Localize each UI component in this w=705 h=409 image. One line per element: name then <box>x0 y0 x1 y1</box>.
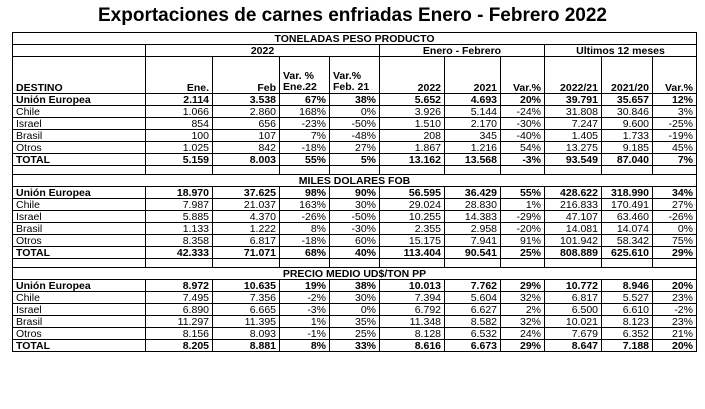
row-destino: Brasil <box>13 223 146 235</box>
total-v1: 29% <box>501 340 545 352</box>
cell-v1: 1% <box>501 199 545 211</box>
cell-b21: 30.846 <box>602 106 653 118</box>
spacer-cell <box>213 259 280 268</box>
cell-a22: 3.926 <box>380 106 445 118</box>
cell-vene: 163% <box>280 199 330 211</box>
total-b22: 93.549 <box>545 154 602 166</box>
cell-a22: 5.652 <box>380 94 445 106</box>
total-feb: 71.071 <box>213 247 280 259</box>
spacer-cell <box>380 166 445 175</box>
cell-b21: 6.610 <box>602 304 653 316</box>
row-destino: Unión Europea <box>13 94 146 106</box>
total-v2: 29% <box>653 247 697 259</box>
cell-vfeb: 25% <box>330 328 380 340</box>
cell-v2: -25% <box>653 118 697 130</box>
total-v1: -3% <box>501 154 545 166</box>
cell-b21: 14.074 <box>602 223 653 235</box>
cell-vfeb: 38% <box>330 280 380 292</box>
spacer-cell <box>13 166 146 175</box>
col-2022: 2022 <box>380 57 445 94</box>
cell-a21: 6.627 <box>445 304 501 316</box>
cell-v1: -20% <box>501 223 545 235</box>
cell-a21: 345 <box>445 130 501 142</box>
total-vfeb: 5% <box>330 154 380 166</box>
cell-b22: 10.021 <box>545 316 602 328</box>
cell-ene: 2.114 <box>146 94 213 106</box>
cell-b22: 7.247 <box>545 118 602 130</box>
total-vene: 68% <box>280 247 330 259</box>
total-a21: 6.673 <box>445 340 501 352</box>
table-row <box>13 106 697 118</box>
total-label: TOTAL <box>13 340 146 352</box>
section-header <box>13 33 697 45</box>
cell-feb: 6.665 <box>213 304 280 316</box>
spacer-cell <box>380 259 445 268</box>
col-var-ene-line1: Var. % <box>283 70 314 82</box>
cell-v1: 91% <box>501 235 545 247</box>
cell-ene: 8.156 <box>146 328 213 340</box>
row-destino: Israel <box>13 211 146 223</box>
cell-v2: 20% <box>653 280 697 292</box>
cell-feb: 8.093 <box>213 328 280 340</box>
cell-a21: 4.693 <box>445 94 501 106</box>
page-title: Exportaciones de carnes enfriadas Enero - Febrero 2022 <box>98 5 607 26</box>
total-ene: 5.159 <box>146 154 213 166</box>
cell-vene: 98% <box>280 187 330 199</box>
spacer-cell <box>13 259 146 268</box>
cell-vfeb: -48% <box>330 130 380 142</box>
cell-v2: 0% <box>653 223 697 235</box>
cell-v2: 34% <box>653 187 697 199</box>
cell-a22: 8.128 <box>380 328 445 340</box>
cell-a21: 8.582 <box>445 316 501 328</box>
cell-v1: 55% <box>501 187 545 199</box>
col-var-feb-line2: Feb. 21 <box>333 81 370 93</box>
cell-vene: 19% <box>280 280 330 292</box>
row-destino: Otros <box>13 235 146 247</box>
total-v1: 25% <box>501 247 545 259</box>
cell-a22: 10.255 <box>380 211 445 223</box>
table-row <box>13 223 697 235</box>
total-feb: 8.003 <box>213 154 280 166</box>
spacer-cell <box>280 259 330 268</box>
cell-v1: 32% <box>501 316 545 328</box>
cell-v1: -24% <box>501 106 545 118</box>
spacer-cell <box>653 259 697 268</box>
cell-ene: 1.133 <box>146 223 213 235</box>
cell-feb: 842 <box>213 142 280 154</box>
table-row <box>13 304 697 316</box>
total-vfeb: 40% <box>330 247 380 259</box>
spacer-cell <box>146 166 213 175</box>
total-label: TOTAL <box>13 247 146 259</box>
table-row <box>13 316 697 328</box>
spacer-cell <box>445 166 501 175</box>
cell-a21: 5.144 <box>445 106 501 118</box>
exports-table <box>12 32 697 352</box>
cell-vfeb: 35% <box>330 316 380 328</box>
cell-feb: 1.222 <box>213 223 280 235</box>
table-row <box>13 118 697 130</box>
cell-v2: -19% <box>653 130 697 142</box>
cell-vfeb: 27% <box>330 142 380 154</box>
cell-a22: 208 <box>380 130 445 142</box>
table-row <box>13 142 697 154</box>
section-header <box>13 268 697 280</box>
cell-a21: 1.216 <box>445 142 501 154</box>
cell-vfeb: 90% <box>330 187 380 199</box>
cell-vene: -3% <box>280 304 330 316</box>
cell-b21: 8.946 <box>602 280 653 292</box>
cell-ene: 7.987 <box>146 199 213 211</box>
spacer-cell <box>213 166 280 175</box>
spacer-cell <box>330 166 380 175</box>
cell-vene: -18% <box>280 142 330 154</box>
spacer-cell <box>330 259 380 268</box>
total-row <box>13 154 697 166</box>
cell-v2: 12% <box>653 94 697 106</box>
section-title: MILES DOLARES FOB <box>13 175 697 187</box>
row-destino: Israel <box>13 118 146 130</box>
spacer-cell <box>545 259 602 268</box>
cell-v2: 23% <box>653 316 697 328</box>
cell-b21: 8.123 <box>602 316 653 328</box>
cell-vene: 168% <box>280 106 330 118</box>
cell-b22: 13.275 <box>545 142 602 154</box>
cell-vene: 7% <box>280 130 330 142</box>
cell-feb: 2.860 <box>213 106 280 118</box>
cell-a22: 11.348 <box>380 316 445 328</box>
spacer-cell <box>146 259 213 268</box>
total-a21: 13.568 <box>445 154 501 166</box>
cell-ene: 1.025 <box>146 142 213 154</box>
col-2022-21: 2022/21 <box>545 57 602 94</box>
cell-a22: 6.792 <box>380 304 445 316</box>
total-feb: 8.881 <box>213 340 280 352</box>
cell-vfeb: 0% <box>330 106 380 118</box>
cell-b22: 1.405 <box>545 130 602 142</box>
section-header <box>13 175 697 187</box>
cell-ene: 6.890 <box>146 304 213 316</box>
spacer-cell <box>501 259 545 268</box>
cell-feb: 4.370 <box>213 211 280 223</box>
cell-feb: 10.635 <box>213 280 280 292</box>
row-destino: Chile <box>13 199 146 211</box>
group-year: 2022 <box>146 45 380 57</box>
cell-b22: 101.942 <box>545 235 602 247</box>
cell-b21: 6.352 <box>602 328 653 340</box>
cell-a21: 5.604 <box>445 292 501 304</box>
total-a22: 13.162 <box>380 154 445 166</box>
cell-v1: 29% <box>501 280 545 292</box>
total-a21: 90.541 <box>445 247 501 259</box>
col-2021-20: 2021/20 <box>602 57 653 94</box>
table-row <box>13 211 697 223</box>
row-destino: Brasil <box>13 316 146 328</box>
cell-v1: -30% <box>501 118 545 130</box>
cell-b21: 9.185 <box>602 142 653 154</box>
cell-v1: 32% <box>501 292 545 304</box>
cell-vene: 1% <box>280 316 330 328</box>
cell-feb: 6.817 <box>213 235 280 247</box>
cell-a22: 10.013 <box>380 280 445 292</box>
total-b22: 8.647 <box>545 340 602 352</box>
cell-b21: 5.527 <box>602 292 653 304</box>
row-destino: Unión Europea <box>13 187 146 199</box>
cell-v1: -29% <box>501 211 545 223</box>
cell-vfeb: 38% <box>330 94 380 106</box>
section-title: PRECIO MEDIO UD$/TON PP <box>13 268 697 280</box>
blank-cell <box>13 45 146 57</box>
cell-a22: 15.175 <box>380 235 445 247</box>
cell-feb: 3.538 <box>213 94 280 106</box>
cell-a21: 7.762 <box>445 280 501 292</box>
cell-feb: 7.356 <box>213 292 280 304</box>
cell-feb: 21.037 <box>213 199 280 211</box>
cell-ene: 18.970 <box>146 187 213 199</box>
cell-b21: 63.460 <box>602 211 653 223</box>
cell-b22: 6.500 <box>545 304 602 316</box>
cell-a22: 7.394 <box>380 292 445 304</box>
cell-ene: 8.358 <box>146 235 213 247</box>
col-var-last12: Var.% <box>653 57 697 94</box>
row-destino: Israel <box>13 304 146 316</box>
cell-vfeb: 60% <box>330 235 380 247</box>
row-destino: Otros <box>13 328 146 340</box>
cell-a21: 28.830 <box>445 199 501 211</box>
row-destino: Otros <box>13 142 146 154</box>
spacer-cell <box>602 166 653 175</box>
cell-vene: -18% <box>280 235 330 247</box>
cell-feb: 37.625 <box>213 187 280 199</box>
total-b21: 625.610 <box>602 247 653 259</box>
cell-a22: 2.355 <box>380 223 445 235</box>
cell-ene: 8.972 <box>146 280 213 292</box>
cell-v1: 54% <box>501 142 545 154</box>
total-vene: 8% <box>280 340 330 352</box>
cell-vfeb: 30% <box>330 199 380 211</box>
total-a22: 8.616 <box>380 340 445 352</box>
total-label: TOTAL <box>13 154 146 166</box>
row-destino: Brasil <box>13 130 146 142</box>
col-var-ene-line2: Ene.22 <box>283 81 317 93</box>
col-var-ene <box>280 57 330 94</box>
cell-vfeb: 0% <box>330 304 380 316</box>
cell-vene: -23% <box>280 118 330 130</box>
cell-v2: 23% <box>653 292 697 304</box>
section-title: TONELADAS PESO PRODUCTO <box>13 33 697 45</box>
col-feb: Feb <box>213 57 280 94</box>
col-var-feb-line1: Var.% <box>333 70 362 82</box>
cell-a21: 2.170 <box>445 118 501 130</box>
cell-b22: 39.791 <box>545 94 602 106</box>
table-row <box>13 130 697 142</box>
cell-a21: 2.958 <box>445 223 501 235</box>
cell-v2: 75% <box>653 235 697 247</box>
cell-a22: 1.510 <box>380 118 445 130</box>
cell-v2: -26% <box>653 211 697 223</box>
total-vene: 55% <box>280 154 330 166</box>
cell-v1: -40% <box>501 130 545 142</box>
cell-vfeb: 30% <box>330 292 380 304</box>
cell-v1: 2% <box>501 304 545 316</box>
cell-vfeb: -30% <box>330 223 380 235</box>
table-row <box>13 94 697 106</box>
cell-vene: -1% <box>280 328 330 340</box>
total-v2: 20% <box>653 340 697 352</box>
cell-b22: 10.772 <box>545 280 602 292</box>
group-last12: Ultimos 12 meses <box>545 45 697 57</box>
total-b21: 87.040 <box>602 154 653 166</box>
cell-b22: 31.808 <box>545 106 602 118</box>
total-b22: 808.889 <box>545 247 602 259</box>
cell-a21: 14.383 <box>445 211 501 223</box>
table-row <box>13 280 697 292</box>
cell-b22: 6.817 <box>545 292 602 304</box>
table-row <box>13 199 697 211</box>
spacer-cell <box>445 259 501 268</box>
total-ene: 42.333 <box>146 247 213 259</box>
cell-b21: 1.733 <box>602 130 653 142</box>
cell-b22: 7.679 <box>545 328 602 340</box>
col-2021: 2021 <box>445 57 501 94</box>
cell-b21: 35.657 <box>602 94 653 106</box>
total-v2: 7% <box>653 154 697 166</box>
cell-b22: 14.081 <box>545 223 602 235</box>
table-row <box>13 187 697 199</box>
cell-vene: -2% <box>280 292 330 304</box>
table-row <box>13 328 697 340</box>
row-destino: Unión Europea <box>13 280 146 292</box>
total-row <box>13 340 697 352</box>
cell-ene: 5.885 <box>146 211 213 223</box>
cell-v2: 27% <box>653 199 697 211</box>
cell-v2: 21% <box>653 328 697 340</box>
cell-v2: 45% <box>653 142 697 154</box>
total-ene: 8.205 <box>146 340 213 352</box>
cell-ene: 854 <box>146 118 213 130</box>
cell-v1: 24% <box>501 328 545 340</box>
cell-ene: 1.066 <box>146 106 213 118</box>
row-destino: Chile <box>13 106 146 118</box>
table-row <box>13 235 697 247</box>
cell-feb: 656 <box>213 118 280 130</box>
col-ene: Ene. <box>146 57 213 94</box>
cell-b21: 9.600 <box>602 118 653 130</box>
cell-b21: 170.491 <box>602 199 653 211</box>
spacer-cell <box>280 166 330 175</box>
spacer-cell <box>545 166 602 175</box>
total-b21: 7.188 <box>602 340 653 352</box>
cell-ene: 11.297 <box>146 316 213 328</box>
cell-feb: 11.395 <box>213 316 280 328</box>
table-row <box>13 292 697 304</box>
cell-b21: 318.990 <box>602 187 653 199</box>
cell-v1: 20% <box>501 94 545 106</box>
cell-vfeb: -50% <box>330 211 380 223</box>
cell-vene: 8% <box>280 223 330 235</box>
cell-a21: 36.429 <box>445 187 501 199</box>
cell-a21: 7.941 <box>445 235 501 247</box>
cell-vene: 67% <box>280 94 330 106</box>
cell-ene: 7.495 <box>146 292 213 304</box>
col-var-period: Var.% <box>501 57 545 94</box>
cell-a22: 29.024 <box>380 199 445 211</box>
total-vfeb: 33% <box>330 340 380 352</box>
cell-b21: 58.342 <box>602 235 653 247</box>
cell-v2: 3% <box>653 106 697 118</box>
spacer-cell <box>602 259 653 268</box>
spacer-cell <box>653 166 697 175</box>
total-row <box>13 247 697 259</box>
cell-feb: 107 <box>213 130 280 142</box>
col-var-feb <box>330 57 380 94</box>
cell-ene: 100 <box>146 130 213 142</box>
cell-b22: 216.833 <box>545 199 602 211</box>
cell-vene: -26% <box>280 211 330 223</box>
cell-vfeb: -50% <box>330 118 380 130</box>
spacer-cell <box>501 166 545 175</box>
cell-a22: 56.595 <box>380 187 445 199</box>
group-period: Enero - Febrero <box>380 45 545 57</box>
cell-b22: 47.107 <box>545 211 602 223</box>
cell-b22: 428.622 <box>545 187 602 199</box>
row-destino: Chile <box>13 292 146 304</box>
total-a22: 113.404 <box>380 247 445 259</box>
col-destino: DESTINO <box>13 57 146 94</box>
cell-a21: 6.532 <box>445 328 501 340</box>
cell-v2: -2% <box>653 304 697 316</box>
cell-a22: 1.867 <box>380 142 445 154</box>
